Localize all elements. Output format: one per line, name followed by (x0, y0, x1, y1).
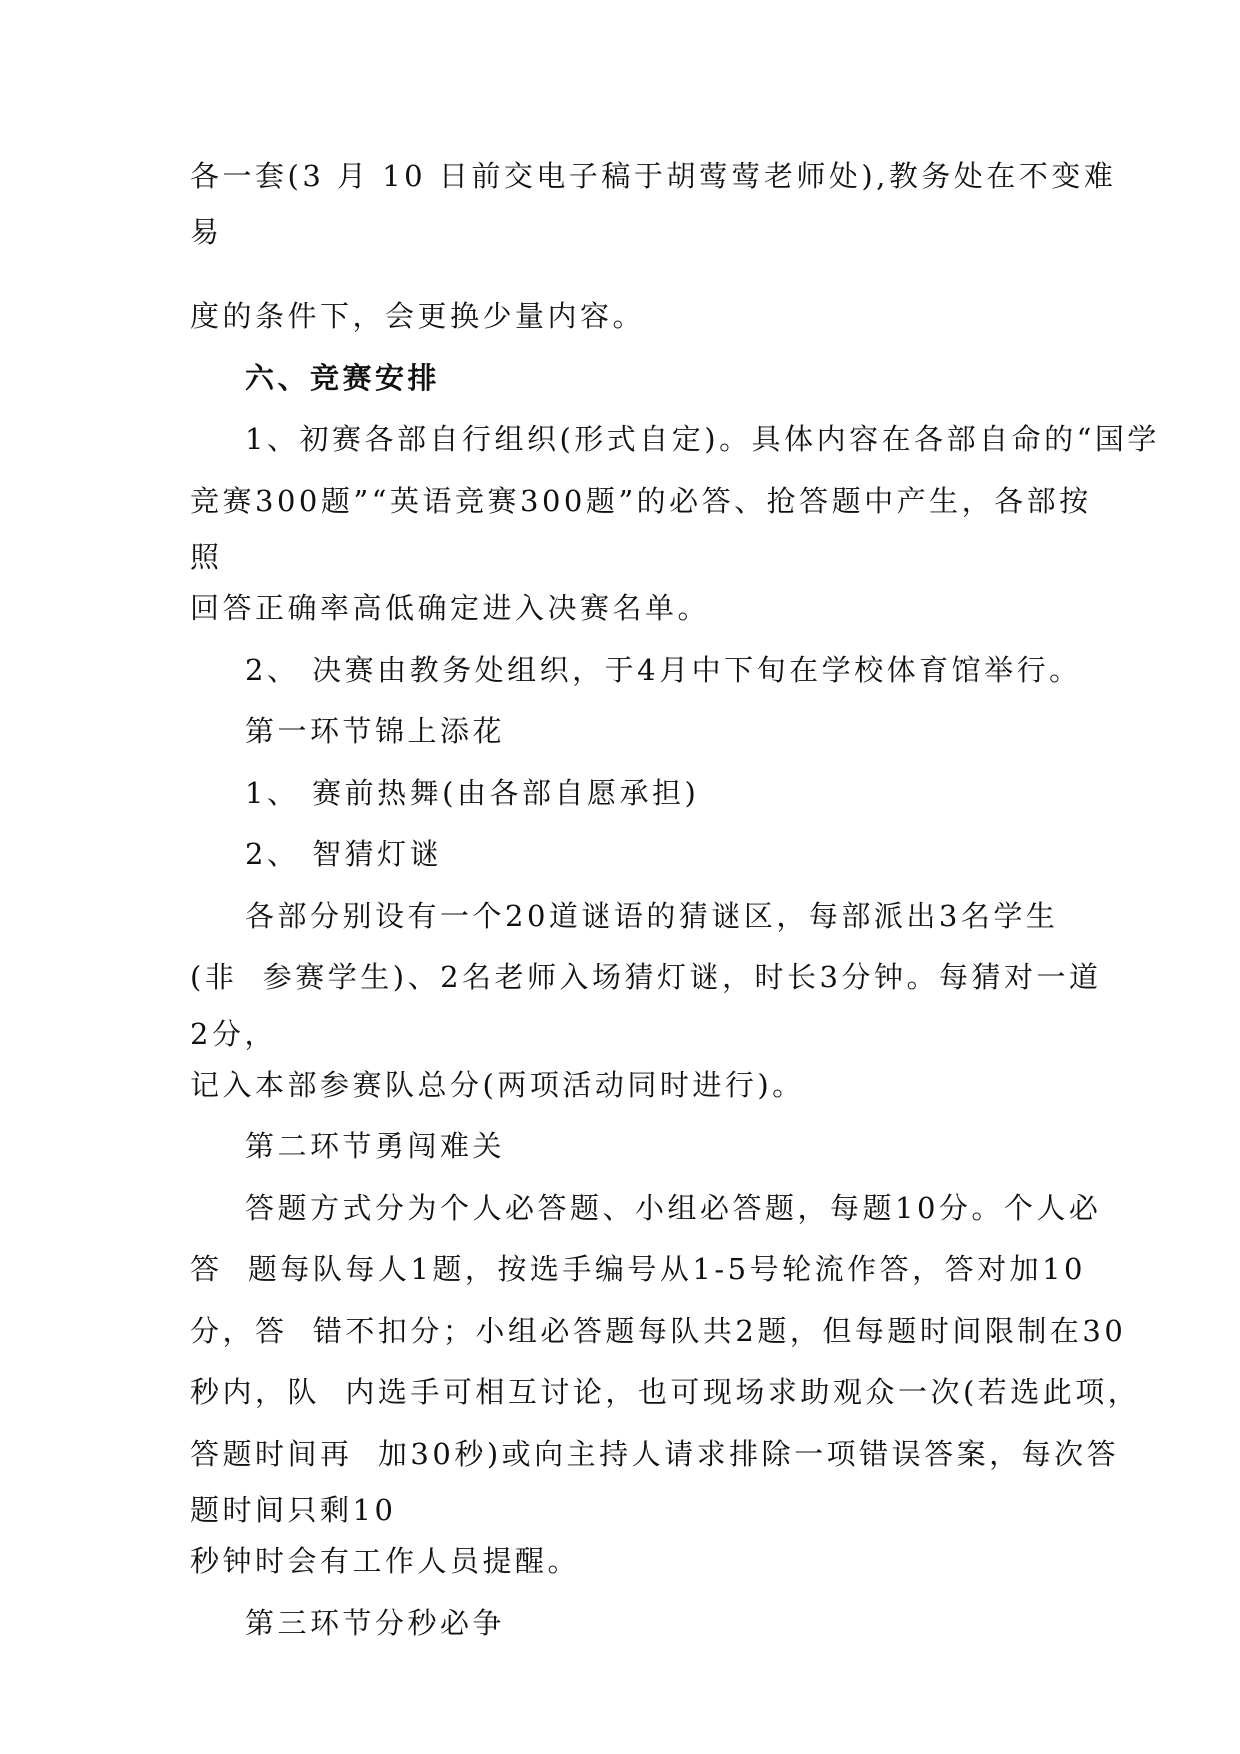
text-line: 回答正确率高低确定进入决赛名单。 (190, 591, 711, 625)
text-line: 记入本部参赛队总分(两项活动同时进行)。 (190, 1068, 805, 1102)
text-line: 各部分别设有一个20道谜语的猜谜区，每部派出3名学生 (245, 899, 1059, 933)
subsection-heading: 第一环节锦上添花 (245, 714, 506, 748)
text-line: 分，答 错不扣分；小组必答题每队共2题，但每题时间限制在30 (190, 1314, 1127, 1348)
text-line: 秒钟时会有工作人员提醒。 (190, 1544, 581, 1578)
text-line: 1、 赛前热舞(由各部自愿承担) (245, 776, 700, 810)
subsection-heading: 第三环节分秒必争 (245, 1606, 506, 1640)
section-heading: 六、竞赛安排 (245, 361, 441, 395)
text-line: 答 题每队每人1题，按选手编号从1-5号轮流作答，答对加10 (190, 1252, 1086, 1286)
text-line: 2、 决赛由教务处组织，于4月中下旬在学校体育馆举行。 (245, 653, 1082, 687)
subsection-heading: 第二环节勇闯难关 (245, 1129, 506, 1163)
text-line: 度的条件下，会更换少量内容。 (190, 299, 646, 333)
text-line: (非 参赛学生)、2名老师入场猜灯谜，时长3分钟。每猜对一道 (190, 960, 1102, 994)
text-line: 1、初赛各部自行组织(形式自定)。具体内容在各部自命的“国学 (245, 422, 1160, 456)
text-line: 照 (190, 540, 223, 574)
text-line: 秒内，队 内选手可相互讨论，也可现场求助观众一次(若选此项， (190, 1375, 1141, 1409)
text-line: 2、 智猜灯谜 (245, 837, 443, 871)
text-line: 易 (190, 215, 223, 249)
text-line: 答题时间再 加30秒)或向主持人请求排除一项错误答案，每次答 (190, 1437, 1120, 1471)
text-line: 2分， (190, 1017, 277, 1051)
text-line: 各一套(3 月 10 日前交电子稿于胡莺莺老师处),教务处在不变难 (190, 159, 1117, 193)
text-line: 竞赛300题”“英语竞赛300题”的必答、抢答题中产生，各部按 (190, 484, 1092, 518)
text-line: 题时间只剩10 (190, 1493, 397, 1527)
text-line: 答题方式分为个人必答题、小组必答题，每题10分。个人必 (245, 1191, 1102, 1225)
